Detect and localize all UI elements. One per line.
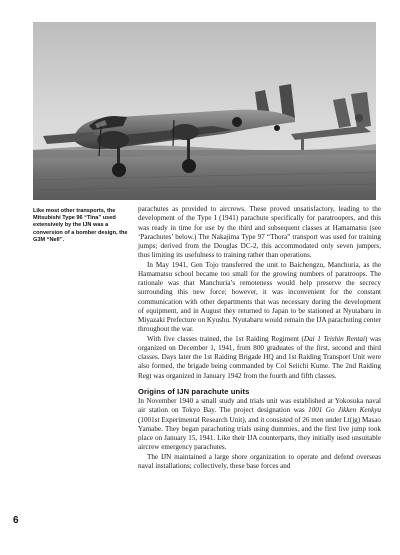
aircraft-hinomaru-marking [232, 117, 242, 127]
article-body [138, 205, 381, 471]
aircraft-photo [33, 22, 376, 200]
paragraph: parachutes as provided to aircrews. These proved unsatisfactory, leading to the development of the Type I (1941) parachute specifically for paratroopers, and this was ready in time for use by the third and subsequent classes at Hamamatsu (see ‘Parachutes’ below.) The Nakajima Type 97 “Thora” transport was used for training jumps; derived from the Douglas DC-2, this accommodated only seven jumpers, thus limiting its usefulness to training rather than operations. [138, 205, 381, 260]
paragraph: With five classes trained, the 1st Raiding Regiment (Dai 1 Teishin Rentai) was organized on December 1, 1941, from 800 graduates of the first, second and third classes. Days later the 1st Raiding Brigade HQ and 1st Raiding Transport Unit were also formed, the brigade being commanded by Col Seiichi Kume. The 2nd Raiding Regt was organized in January 1942 from the fourth and fifth classes. [138, 334, 381, 380]
section-heading: Origins of IJN parachute units [138, 386, 250, 396]
page-number: 6 [13, 515, 19, 526]
paragraph: The IJN maintained a large shore organization to operate and defend overseas naval installations; collectively, these base forces and [138, 452, 381, 470]
paragraph: In May 1941, Gen Tojo transferred the unit to Baichengzu, Manchuria, as the Hamamatsu school became too small for the growing numbers of paratroops. The rationale was that Manchuria’s remoteness would help preserve the secrecy surrounding this new force; however, it was inconvenient for the constant communication with other departments that was necessary during the development of equipment, and in August they returned to Japan to be stationed at Nyutabaru in Miyazaki Prefecture on Kyushu. Nyutabaru would remain the IJA parachuting center throughout the war. [138, 260, 381, 334]
paragraph: In November 1940 a small study and trials unit was established at Yokosuka naval air station on Tokyo Bay. The project designation was 1001 Go Jikken Kenkyu (1001st Experimental Research Unit), and it consisted of 26 men under Lt(jg) Masao Yamabe. They began parachuting trials using dummies, and the first live jump took place on January 15, 1941. Like their IJA counterparts, they initially used unsuitable aircrew emergency parachutes. [138, 397, 381, 452]
photo-caption: Like most other transports, the Mitsubishi Type 96 “Tina” used extensively by the IJN was a conversion of a bomber design, the G3M “Nell”. [33, 208, 128, 243]
